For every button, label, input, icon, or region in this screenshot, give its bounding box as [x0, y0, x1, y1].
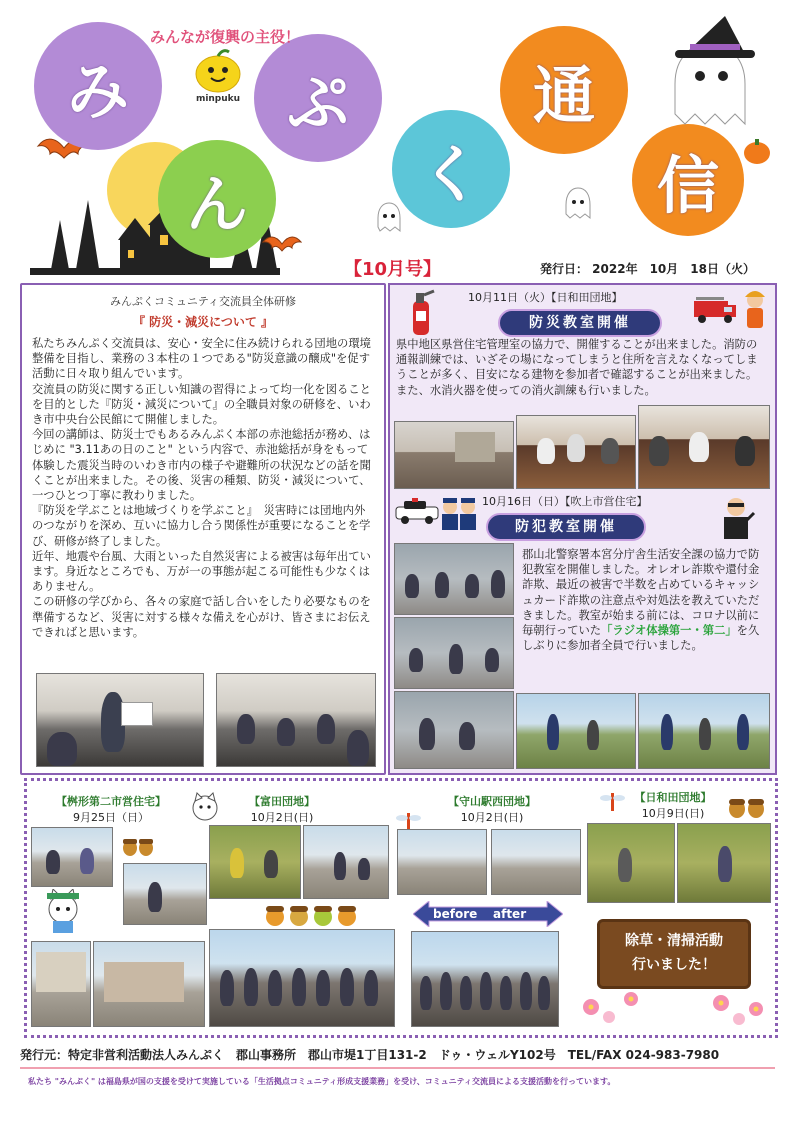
cleanup-sign: 除草・清掃活動 行いました！	[597, 919, 751, 989]
police-officer-icon	[438, 491, 478, 531]
event2-photo	[394, 543, 514, 615]
dragonfly-icon	[599, 791, 625, 811]
publication-date: 発行日： 2022年 10月 18日（火）	[540, 262, 755, 276]
cleaning-cat-icon	[41, 889, 89, 935]
article-body	[22, 330, 384, 640]
title-circle-mi: み	[34, 22, 162, 150]
suspicious-man-icon	[716, 493, 756, 539]
title-circle-n: ん	[158, 140, 276, 258]
cleanup-photo	[31, 941, 91, 1027]
issue-label: 【10月号】	[344, 259, 442, 280]
paragraph: この研修の学びから、各々の家庭で話し合いをしたり必要なものを準備するなど、災害に対する様々な備えを心がけ、皆さまにお伝えできればと思います。	[32, 595, 371, 639]
flowers-icon	[571, 977, 771, 1027]
before-after-arrow	[413, 901, 563, 927]
paragraph: 近年、地震や台風、大雨といった自然災害による被害は毎年出ています。身近なところでも、万が一の事態が起こる可能性も少なくはありません。	[32, 549, 371, 594]
cleanup-photo	[587, 823, 675, 903]
site-masugata: 【桝形第二市営住宅】 9月25日（日）	[56, 795, 166, 824]
training-photo	[216, 673, 376, 767]
event2-text: 郡山北警察署本宮分庁舎生活安全課の協力で防犯教室を開催しました。オレオレ詐欺や還付金詐欺、最近の被害で半数を占めているキャッシュカード詐欺の注意点や対処法を教えていただきました。教室が始まる前には、コロナ以前に毎朝行っていた「ラジオ体操第一・第二」を久しぶりに参加者全員で行いました。	[522, 548, 760, 653]
event2-photo	[516, 693, 636, 769]
fire-truck-icon	[692, 293, 740, 325]
paragraph: 交流員の防災に関する正しい知識の習得によって均一化を図ることを目的とした『防災・減災について』の全職員対象の研修を、いわき市中央台公民館にて開催しました。	[32, 382, 371, 427]
cleanup-photo	[677, 823, 771, 903]
title-circle-ku: く	[392, 110, 510, 228]
paragraph: 今回の講師は、防災士でもあるみんぷく本部の赤池総括が務め、はじめに "3.11あの日のこと" という内容で、赤池総括が身をもって体験した震災当時のいわき市内の様子や避難所の状況などの話を聞くことが出来ました。その後、災害の種類、防災・減災について、一つひとつ丁寧に教わりました。	[32, 428, 371, 503]
logo: minpuku	[178, 48, 258, 118]
title-circle-tsu: 通	[500, 26, 628, 154]
site-tomita: 【富田団地】 10月2日(日)	[249, 795, 315, 824]
tagline: みんなが復興の主役！	[150, 28, 301, 46]
after-label: after	[493, 907, 527, 921]
police-car-icon	[394, 497, 440, 525]
cleanup-photo	[31, 827, 113, 887]
ghost-icon	[372, 200, 406, 234]
title-circle-pu: ぷ	[254, 34, 382, 162]
title-circle-shin: 信	[632, 124, 744, 236]
ghost-icon	[560, 185, 596, 221]
cleanup-section	[24, 778, 778, 1038]
event1-banner: 防災教室開催	[498, 309, 662, 337]
event1-photo	[516, 415, 636, 489]
cleanup-photo	[303, 825, 389, 899]
paragraph: 『防災を学ぶことは地域づくりを学ぶこと』 災害時には団地内外のつながりを深め、互いに協力し合う関係性が重要になることを学び、研修が終了しました。	[32, 504, 371, 548]
pumpkin-icon	[742, 136, 772, 166]
acorn-icon	[727, 795, 767, 819]
cleanup-photo	[123, 863, 207, 925]
event1-text: 県中地区県営住宅管理室の協力で、開催することが出来ました。消防の通報訓練では、いざその場になってしまうと住所を言えなくなってしまうことが多く、目安になる建物を参加者で確認することが出来ました。また、水消火器を使っての消火訓練も行いました。	[396, 338, 758, 397]
event1-date: 10月11日（火）【日和田団地】	[468, 291, 623, 304]
footer-note: 私たち "みんぷく" は福島県が国の支援を受けて実施している「生活拠点コミュニティ形成支援業務」を受け、コミュニティ交流員による支援活動を行っています。	[28, 1077, 616, 1086]
before-label: before	[433, 907, 478, 921]
after-photo	[491, 829, 581, 895]
footer-publisher: 発行元：特定非営利活動法人みんぷく 郡山事務所 郡山市堤1丁目131-2 ドゥ・ウェルY102号 TEL/FAX 024-983-7980	[20, 1046, 775, 1069]
acorn-icon	[121, 835, 155, 857]
article-heading: みんぷくコミュニティ交流員全体研修	[110, 295, 296, 308]
group-photo	[411, 931, 559, 1027]
bat-icon	[262, 230, 302, 260]
training-article	[20, 283, 386, 775]
cleanup-photo	[209, 825, 301, 899]
dragonfly-icon	[395, 811, 421, 831]
site-hiwada: 【日和田団地】 10月9日(日)	[634, 791, 712, 820]
firefighter-icon	[740, 287, 770, 329]
site-moriyama: 【守山駅西団地】 10月2日(日)	[448, 795, 536, 824]
event2-date: 10月16日（日）【吹上市営住宅】	[482, 495, 648, 508]
event2-photo	[638, 693, 770, 769]
cleanup-photo	[93, 941, 205, 1027]
acorn-row-icon	[263, 901, 359, 927]
training-photo	[36, 673, 204, 767]
cat-mascot-icon	[189, 791, 221, 821]
ghost-witch-icon	[645, 14, 765, 134]
before-photo	[397, 829, 487, 895]
event2-photo	[394, 691, 514, 769]
mascot-icon	[193, 48, 243, 94]
event1-photo	[394, 421, 514, 489]
group-photo	[209, 929, 395, 1027]
classes-article	[388, 283, 777, 775]
event2-banner: 防犯教室開催	[486, 513, 646, 541]
event1-photo	[638, 405, 770, 489]
article-subheading: 『 防災・減災について 』	[132, 315, 274, 329]
event2-photo	[394, 617, 514, 689]
paragraph: 私たちみんぷく交流員は、安心・安全に住み続けられる団地の環境整備を目指し、業務の３本柱の１つである"防災意識の醸成"を促す活動に日々取り組んでいます。	[32, 337, 371, 381]
fire-extinguisher-icon	[406, 289, 436, 337]
radio-exercise-highlight: 「ラジオ体操第一・第二」	[601, 624, 737, 638]
